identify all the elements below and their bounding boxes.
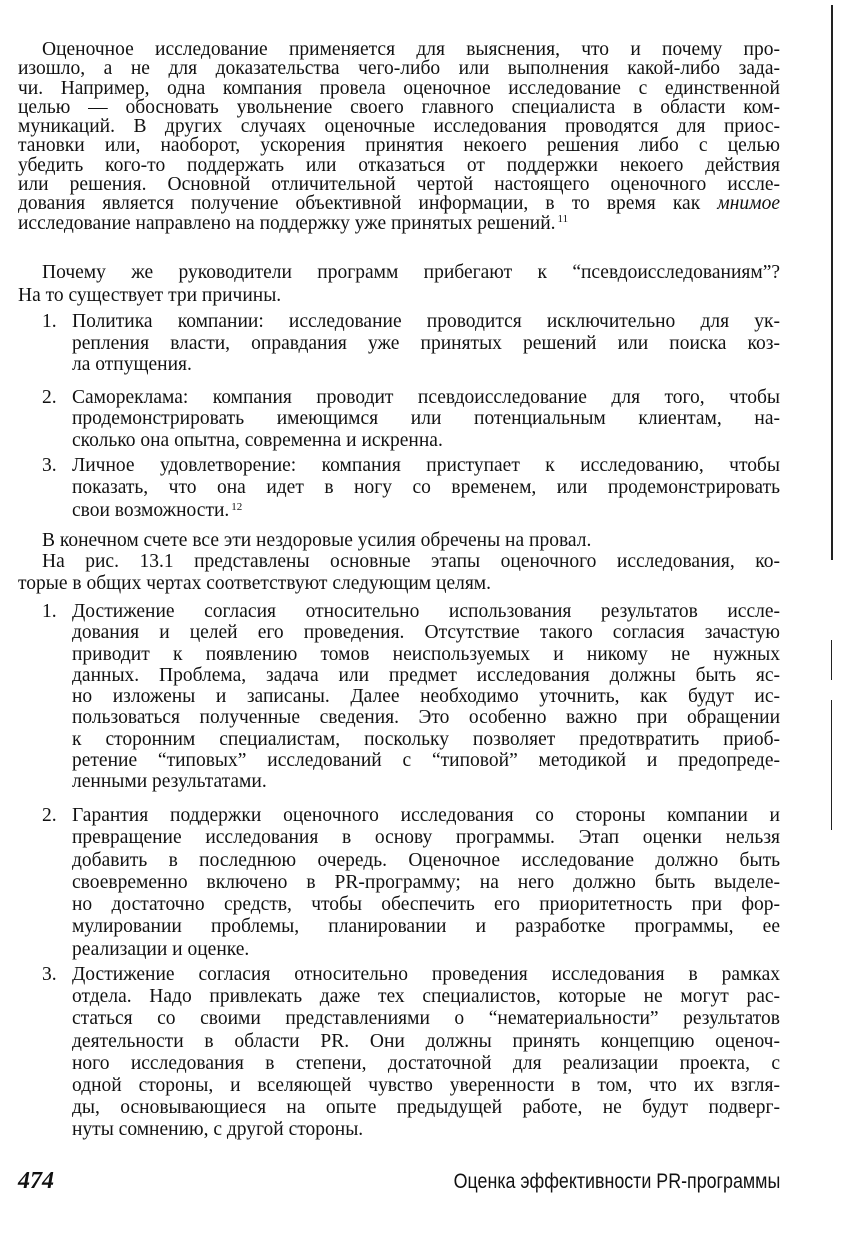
text-line: приводит к появлению томов неиспользуемых и никому не нужных <box>72 643 780 665</box>
text-line: сколько она опытна, современна и искренна. <box>72 429 443 451</box>
text-line: Личное удовлетворение: компания приступает к исследованию, чтобы <box>72 455 780 476</box>
text-line: показать, что она идет в ногу со временем, или продемонстрировать <box>72 477 780 499</box>
text-line <box>72 500 780 522</box>
text-line: Самореклама: компания проводит псевдоисследование для того, чтобы <box>72 387 780 408</box>
text-line: муникаций. В других случаях оценочные исследования проводятся для приос- <box>18 116 780 138</box>
text-line-segment: исследование направлено на поддержку уже принятых решений. <box>18 212 556 234</box>
list-item-text <box>72 601 780 793</box>
list-number: 3. <box>42 964 57 985</box>
list-item <box>18 964 780 1142</box>
running-title: Оценка эффективности PR-программы <box>453 1170 780 1193</box>
text-line: пользоваться полученные сведения. Это особенно важно при обращении <box>72 707 780 729</box>
text-line: убедить кого-то поддержать или отказаться от поддержки некоего действия <box>18 154 780 176</box>
text-line: ретение “типовых” исследований с “типовой” методикой и предопреде- <box>72 750 780 772</box>
text-line: Почему же руководители программ прибегают к “псевдоисследованиям”? <box>42 262 780 283</box>
list-item-text <box>72 387 780 451</box>
list-item <box>18 805 780 961</box>
page-number: 474 <box>18 1168 54 1194</box>
text-line: ленными результатами. <box>72 771 267 793</box>
list-number: 2. <box>42 387 57 408</box>
text-line: мулировании проблемы, планировании и разработке программы, ее <box>72 916 780 938</box>
scan-edge-line <box>831 5 833 560</box>
text-line: чи. Например, одна компания провела оценочное исследование с единственной <box>18 77 780 99</box>
text-line: ного исследования в степени, достаточной для реализации проекта, с <box>72 1052 780 1074</box>
text-line: реализации и оценке. <box>72 938 250 960</box>
text-line: целью — обосновать увольнение своего главного специалиста в области ком- <box>18 96 780 118</box>
text-line: добавить в последнюю очередь. Оценочное исследование должно быть <box>72 849 780 871</box>
list-item-text <box>72 455 780 522</box>
footnote-reference: 11 <box>557 212 569 225</box>
text-line: к сторонним специалистам, поскольку позволяет предотвратить приоб- <box>72 728 780 750</box>
text-line: На то существует три причины. <box>18 284 282 306</box>
text-line: статься со своими представлениями о “нематериальности” результатов <box>72 1008 780 1030</box>
list-number: 2. <box>42 805 57 826</box>
text-line: своевременно включено в PR-программу; на него должно быть выделе- <box>72 871 780 893</box>
paragraph <box>18 40 780 233</box>
italic-word: мнимое <box>717 193 780 215</box>
text-line: продемонстрировать имеющимся или потенциальным клиентам, на- <box>72 408 780 430</box>
text-line <box>18 214 780 233</box>
text-line: Достижение согласия относительно использования результатов иссле- <box>72 601 780 622</box>
list-number: 1. <box>42 601 57 622</box>
scan-edge-line <box>831 640 832 680</box>
paragraph <box>18 530 780 552</box>
text-line: Политика компании: исследование проводится исключительно для ук- <box>72 311 780 332</box>
text-line: нуты сомнению, с другой стороны. <box>72 1119 364 1141</box>
text-line-segment: свои возможности. <box>72 499 230 521</box>
list-item-text <box>72 805 780 961</box>
text-line: или решения. Основной отличительной чертой настоящего оценочного иссле- <box>18 174 780 196</box>
text-line: ла отпущения. <box>72 354 192 375</box>
text-line: отдела. Надо привлекать даже тех специалистов, которые не могут рас- <box>72 986 780 1008</box>
text-line: деятельности в области PR. Они должны принять концепцию оценоч- <box>72 1030 780 1052</box>
list-item-text <box>72 311 780 376</box>
text-line: Гарантия поддержки оценочного исследования со стороны компании и <box>72 805 780 826</box>
text-line: Достижение согласия относительно проведения исследования в рамках <box>72 964 780 985</box>
text-line: тановки или, наоборот, ускорения принятия некоего решения либо с целью <box>18 135 780 157</box>
list-number: 1. <box>42 311 57 332</box>
text-line-segment: дования является получение объективной информации, в то время как <box>18 193 718 215</box>
text-line: изошло, а не для доказательства чего-либо или выполнения какой-либо зада- <box>18 58 780 80</box>
scan-edge-line <box>831 700 832 830</box>
paragraph <box>18 262 780 307</box>
text-line: ды, основывающиеся на опыте предыдущей работе, не будут подверг- <box>72 1097 780 1119</box>
footnote-reference: 12 <box>231 500 243 513</box>
list-item-text <box>72 964 780 1142</box>
list-item <box>18 601 780 793</box>
text-line: дования и целей его проведения. Отсутствие такого согласия зачастую <box>72 622 780 644</box>
text-line: торые в общих чертах соответствуют следующим целям. <box>18 572 492 594</box>
text-line: но изложены и записаны. Далее необходимо уточнить, как будут ис- <box>72 686 780 708</box>
text-line: На рис. 13.1 представлены основные этапы оценочного исследования, ко- <box>42 551 780 572</box>
list-item <box>18 455 780 522</box>
text-line: превращение исследования в основу программы. Этап оценки нельзя <box>72 827 780 849</box>
list-number: 3. <box>42 455 57 476</box>
text-line: но достаточно средств, чтобы обеспечить его приоритетность при фор- <box>72 894 780 916</box>
list-item <box>18 387 780 451</box>
list-item <box>18 311 780 376</box>
paragraph <box>18 551 780 594</box>
text-line: данных. Проблема, задача или предмет исследования должны быть яс- <box>72 664 780 686</box>
text-line: репления власти, оправдания уже принятых решений или поиска коз- <box>72 332 780 354</box>
text-line: В конечном счете все эти нездоровые усилия обречены на провал. <box>42 530 592 551</box>
text-line: Оценочное исследование применяется для выяснения, что и почему про- <box>42 39 780 60</box>
text-line <box>18 194 780 213</box>
text-line: одной стороны, и вселяющей чувство уверенности в том, что их взгля- <box>72 1074 780 1096</box>
